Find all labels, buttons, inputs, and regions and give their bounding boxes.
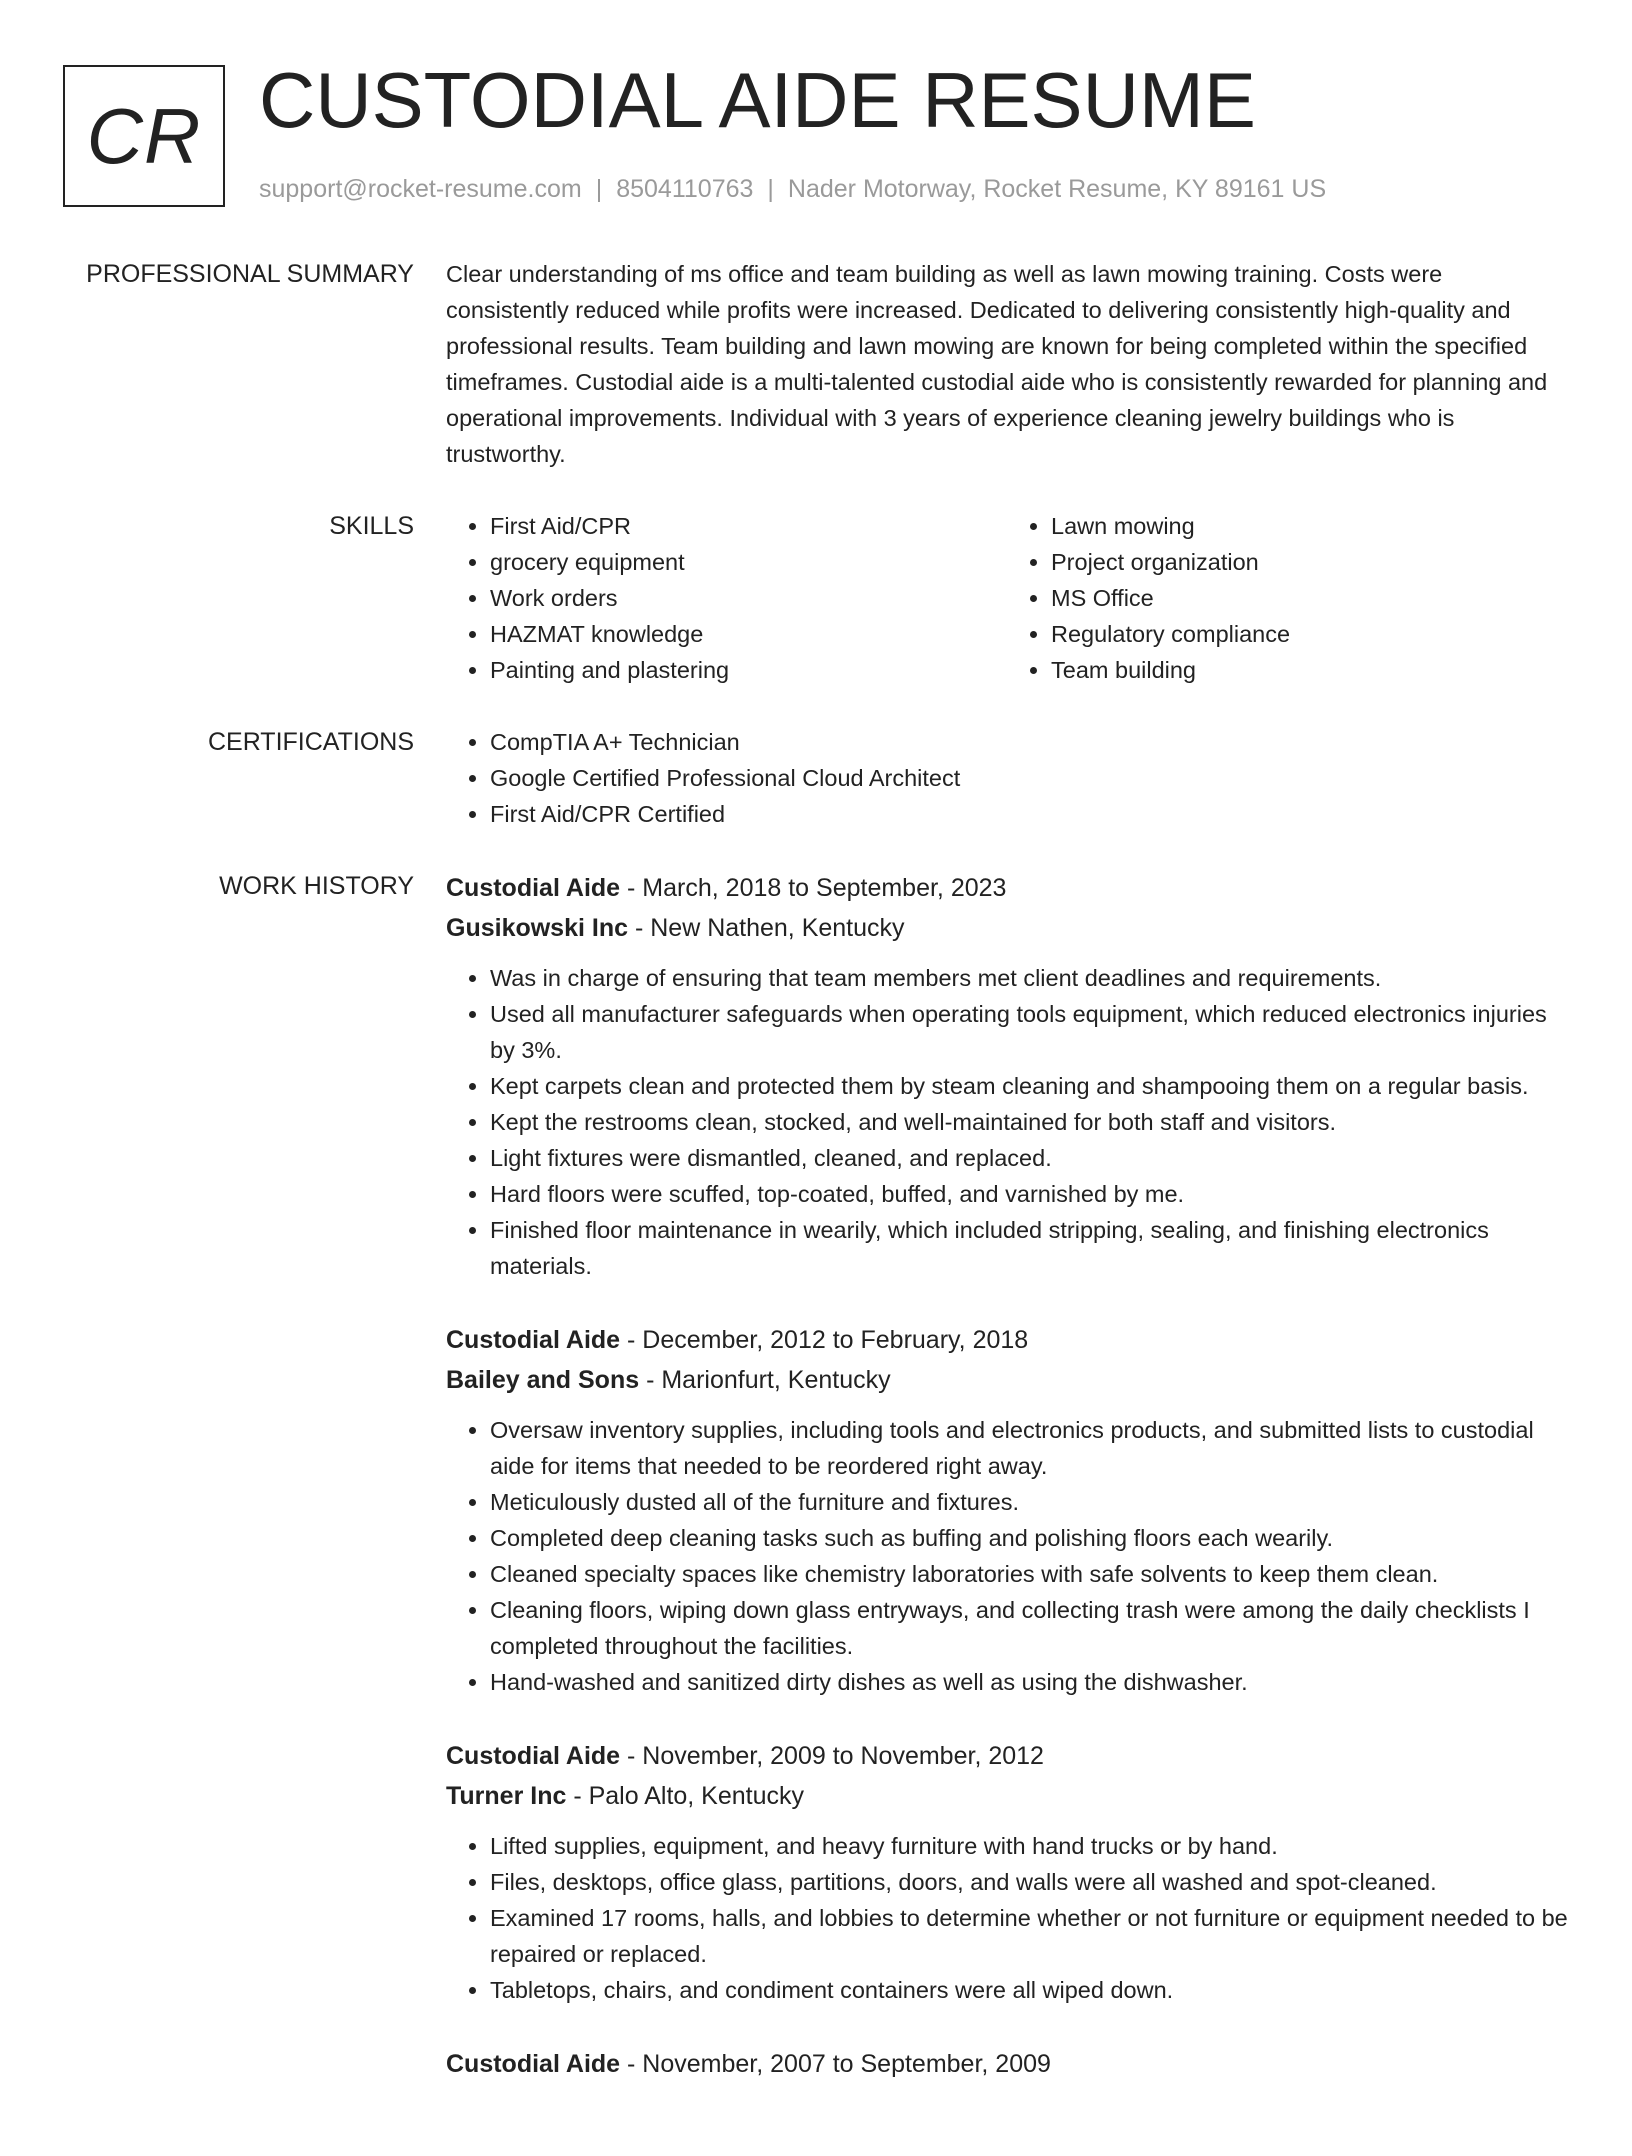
skill-item: • HAZMAT knowledge (490, 616, 1007, 652)
job-location: - Palo Alto, Kentucky (566, 1782, 805, 1810)
job-duty: • Cleaning floors, wiping down glass entryways, and collecting trash were among the daily checklists I completed throughout the facilities. (490, 1592, 1568, 1664)
certification-item: • CompTIA A+ Technician (490, 724, 1568, 760)
job-company: Turner Inc (446, 1782, 567, 1810)
job-title-line (446, 1320, 1568, 1360)
skill-item: • Project organization (1051, 544, 1568, 580)
job-entry (446, 1320, 1568, 1700)
certifications-section (0, 724, 1632, 832)
job-duty: • Finished floor maintenance in wearily, which included stripping, sealing, and finishing electronics materials. (490, 1212, 1568, 1284)
skill-item: • Painting and plastering (490, 652, 1007, 688)
summary-text: Clear understanding of ms office and team building as well as lawn mowing training. Costs were consistently reduced while profits were increased. Dedicated to delivering consistently high-quality and professional results. Team building and lawn mowing are known for being completed within the specified timeframes. Custodial aide is a multi-talented custodial aide who is consistently rewarded for planning and operational improvements. Individual with 3 years of experience cleaning jewelry buildings who is trustworthy. (446, 261, 1548, 467)
skill-item: • Regulatory compliance (1051, 616, 1568, 652)
job-duties-list (446, 960, 1568, 1284)
job-title: Custodial Aide (446, 2050, 621, 2078)
job-entry (446, 1736, 1568, 2008)
job-title: Custodial Aide (446, 1326, 621, 1354)
job-entry (446, 2044, 1568, 2084)
job-duty: • Kept the restrooms clean, stocked, and well-maintained for both staff and visitors. (490, 1104, 1568, 1140)
job-company-line (446, 1360, 1568, 1400)
contact-phone: 8504110763 (616, 175, 754, 203)
job-duty: • Was in charge of ensuring that team members met client deadlines and requirements. (490, 960, 1568, 996)
job-duty: • Examined 17 rooms, halls, and lobbies to determine whether or not furniture or equipment needed to be repaired or replaced. (490, 1900, 1568, 1972)
section-label-summary: PROFESSIONAL SUMMARY (86, 260, 414, 288)
job-dates: - December, 2012 to February, 2018 (620, 1326, 1029, 1354)
job-location: - New Nathen, Kentucky (628, 914, 905, 942)
job-dates: - November, 2009 to November, 2012 (620, 1742, 1044, 1770)
job-dates: - March, 2018 to September, 2023 (620, 874, 1007, 902)
certifications-list (446, 724, 1568, 832)
skill-item: • grocery equipment (490, 544, 1007, 580)
job-duty: • Meticulously dusted all of the furniture and fixtures. (490, 1484, 1568, 1520)
job-duty: • Lifted supplies, equipment, and heavy furniture with hand trucks or by hand. (490, 1828, 1568, 1864)
job-title: Custodial Aide (446, 874, 621, 902)
skill-item: • Team building (1051, 652, 1568, 688)
work-history-section (0, 868, 1632, 2120)
job-duty: • Light fixtures were dismantled, cleaned, and replaced. (490, 1140, 1568, 1176)
job-duty: • Oversaw inventory supplies, including tools and electronics products, and submitted lists to custodial aide for items that needed to be reordered right away. (490, 1412, 1568, 1484)
contact-separator: | (595, 175, 603, 203)
job-duties-list (446, 1412, 1568, 1700)
section-label-certifications: CERTIFICATIONS (207, 728, 414, 756)
job-duty: • Used all manufacturer safeguards when operating tools equipment, which reduced electronics injuries by 3%. (490, 996, 1568, 1068)
certification-item: • First Aid/CPR Certified (490, 796, 1568, 832)
resume-title: CUSTODIAL AIDE RESUME (259, 56, 1256, 144)
certification-item: • Google Certified Professional Cloud Architect (490, 760, 1568, 796)
contact-address: Nader Motorway, Rocket Resume, KY 89161 US (787, 175, 1327, 203)
job-company: Bailey and Sons (446, 1366, 640, 1394)
skill-item: • Work orders (490, 580, 1007, 616)
job-company-line (446, 908, 1568, 948)
contact-separator: | (767, 175, 774, 203)
job-title-line (446, 2044, 1568, 2084)
summary-section (0, 256, 1632, 472)
contact-email: support@rocket-resume.com (259, 175, 582, 203)
skill-item: • Lawn mowing (1051, 508, 1568, 544)
contact-line (259, 174, 1326, 204)
job-location: - Marionfurt, Kentucky (639, 1366, 891, 1394)
section-label-work-history: WORK HISTORY (219, 872, 414, 900)
skill-item: • MS Office (1051, 580, 1568, 616)
job-company: Gusikowski Inc (446, 914, 629, 942)
job-duty: • Cleaned specialty spaces like chemistry laboratories with safe solvents to keep them clean. (490, 1556, 1568, 1592)
skills-section (0, 508, 1632, 688)
job-duty: • Hand-washed and sanitized dirty dishes as well as using the dishwasher. (490, 1664, 1568, 1700)
job-duty: • Files, desktops, office glass, partitions, doors, and walls were all washed and spot-cleaned. (490, 1864, 1568, 1900)
resume-content (0, 256, 1632, 2156)
job-duty: • Kept carpets clean and protected them by steam cleaning and shampooing them on a regular basis. (490, 1068, 1568, 1104)
job-title-line (446, 1736, 1568, 1776)
skills-list-left (446, 508, 1007, 688)
job-duty: • Completed deep cleaning tasks such as buffing and polishing floors each wearily. (490, 1520, 1568, 1556)
section-label-skills: SKILLS (329, 512, 414, 540)
job-duty: • Tabletops, chairs, and condiment containers were all wiped down. (490, 1972, 1568, 2008)
skill-item: • First Aid/CPR (490, 508, 1007, 544)
monogram-badge: CR (63, 65, 225, 207)
skills-list-right (1007, 508, 1568, 688)
job-duties-list (446, 1828, 1568, 2008)
job-title-line (446, 868, 1568, 908)
job-entry (446, 868, 1568, 1284)
job-duty: • Hard floors were scuffed, top-coated, buffed, and varnished by me. (490, 1176, 1568, 1212)
job-company-line (446, 1776, 1568, 1816)
job-title: Custodial Aide (446, 1742, 621, 1770)
job-dates: - November, 2007 to September, 2009 (620, 2050, 1051, 2078)
